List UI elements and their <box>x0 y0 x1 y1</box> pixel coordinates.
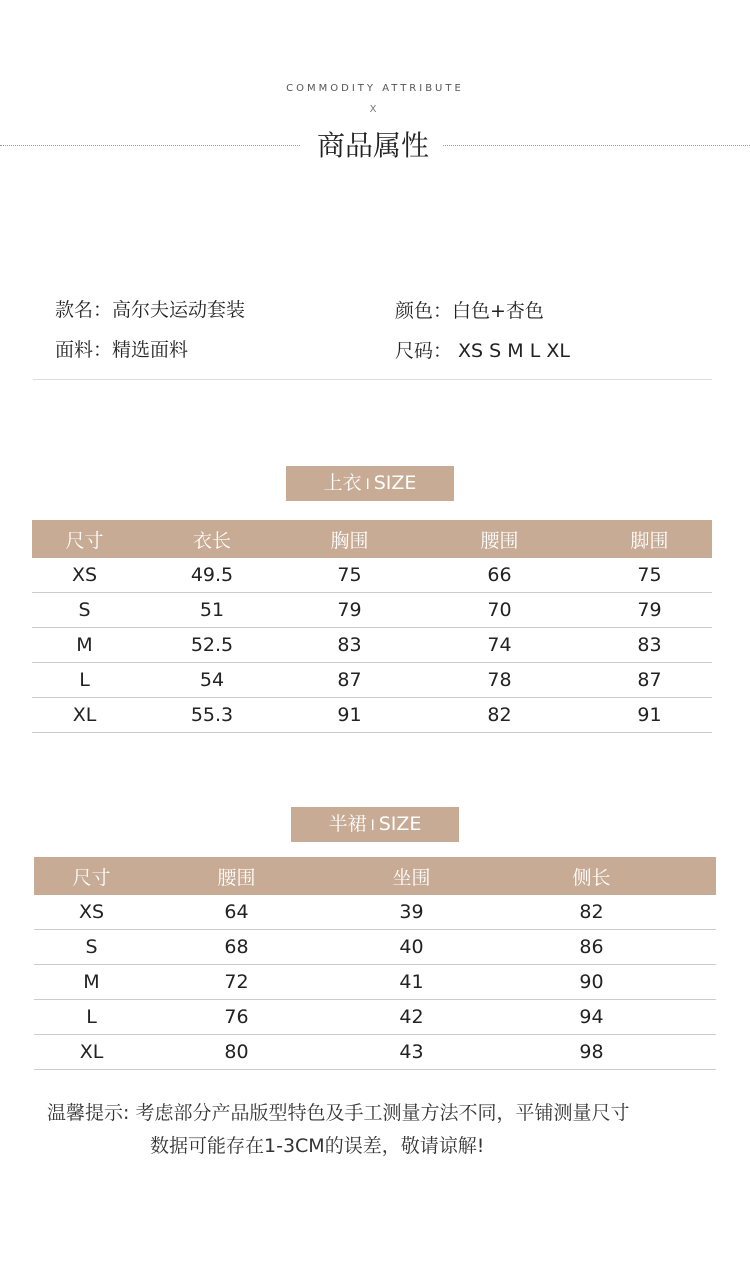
table-row <box>34 895 716 930</box>
table-cell: S <box>32 593 137 628</box>
table-cell: 64 <box>149 895 324 930</box>
table-row <box>34 965 716 1000</box>
table-row <box>32 628 712 663</box>
table-cell: 75 <box>287 558 412 593</box>
table-cell: 91 <box>587 698 712 733</box>
col-header: 衣长 <box>137 520 287 558</box>
table-cell: 54 <box>137 663 287 698</box>
table-cell: 91 <box>287 698 412 733</box>
page-title: 商品属性 <box>0 124 746 164</box>
skirt-size-badge: 半裙 I SIZE <box>291 807 459 842</box>
table-cell: 39 <box>324 895 499 930</box>
table-cell: 82 <box>499 895 684 930</box>
table-row <box>32 593 712 628</box>
table-header-row <box>34 857 716 895</box>
table-cell: XL <box>32 698 137 733</box>
table-cell: 55.3 <box>137 698 287 733</box>
table-row <box>34 930 716 965</box>
top-size-table <box>32 520 712 733</box>
table-cell: M <box>32 628 137 663</box>
table-cell: 80 <box>149 1035 324 1070</box>
table-cell: 40 <box>324 930 499 965</box>
table-cell: XL <box>34 1035 149 1070</box>
col-header: 胸围 <box>287 520 412 558</box>
table-cell: 42 <box>324 1000 499 1035</box>
col-header: 尺寸 <box>32 520 137 558</box>
table-row <box>32 698 712 733</box>
table-cell: S <box>34 930 149 965</box>
table-row <box>34 1000 716 1035</box>
table-cell: 49.5 <box>137 558 287 593</box>
tip-line-2: 数据可能存在1-3CM的误差，敬请谅解! <box>150 1135 485 1157</box>
table-header-row <box>32 520 712 558</box>
cell-spacer <box>684 965 716 1000</box>
table-cell: 70 <box>412 593 587 628</box>
cell-spacer <box>684 1035 716 1070</box>
table-cell: 75 <box>587 558 712 593</box>
table-row <box>32 558 712 593</box>
table-cell: 51 <box>137 593 287 628</box>
x-mark: X <box>369 104 377 115</box>
cell-spacer <box>684 1000 716 1035</box>
table-cell: M <box>34 965 149 1000</box>
table-cell: 98 <box>499 1035 684 1070</box>
col-header: 脚围 <box>587 520 712 558</box>
attr-divider <box>33 379 712 380</box>
col-header: 腰围 <box>149 857 324 895</box>
skirt-size-table <box>34 857 716 1070</box>
cell-spacer <box>684 895 716 930</box>
col-header: 尺寸 <box>34 857 149 895</box>
table-row <box>34 1035 716 1070</box>
table-cell: 41 <box>324 965 499 1000</box>
table-cell: 83 <box>587 628 712 663</box>
table-cell: 90 <box>499 965 684 1000</box>
subtitle-en: COMMODITY ATTRIBUTE <box>286 83 464 94</box>
table-cell: 43 <box>324 1035 499 1070</box>
table-cell: 79 <box>287 593 412 628</box>
top-size-badge: 上衣 I SIZE <box>286 466 454 501</box>
col-header: 侧长 <box>499 857 684 895</box>
col-header: 腰围 <box>412 520 587 558</box>
table-cell: 78 <box>412 663 587 698</box>
table-cell: 87 <box>587 663 712 698</box>
table-cell: 72 <box>149 965 324 1000</box>
table-cell: 86 <box>499 930 684 965</box>
table-cell: L <box>32 663 137 698</box>
table-cell: 82 <box>412 698 587 733</box>
attr-fabric: 面料：精选面料 <box>55 339 189 361</box>
table-cell: 79 <box>587 593 712 628</box>
table-cell: 94 <box>499 1000 684 1035</box>
table-cell: 66 <box>412 558 587 593</box>
table-cell: XS <box>34 895 149 930</box>
table-cell: 87 <box>287 663 412 698</box>
table-cell: 76 <box>149 1000 324 1035</box>
table-row <box>32 663 712 698</box>
table-cell: 68 <box>149 930 324 965</box>
table-cell: L <box>34 1000 149 1035</box>
header-spacer <box>684 857 716 895</box>
table-cell: 74 <box>412 628 587 663</box>
cell-spacer <box>684 930 716 965</box>
attr-size: 尺码： XS S M L XL <box>395 340 570 362</box>
attr-color: 颜色：白色+杏色 <box>395 300 544 322</box>
table-cell: XS <box>32 558 137 593</box>
attr-style: 款名：高尔夫运动套装 <box>55 299 246 321</box>
col-header: 坐围 <box>324 857 499 895</box>
table-cell: 52.5 <box>137 628 287 663</box>
table-cell: 83 <box>287 628 412 663</box>
tip-line-1: 温馨提示: 考虑部分产品版型特色及手工测量方法不同，平铺测量尺寸 <box>47 1102 630 1124</box>
